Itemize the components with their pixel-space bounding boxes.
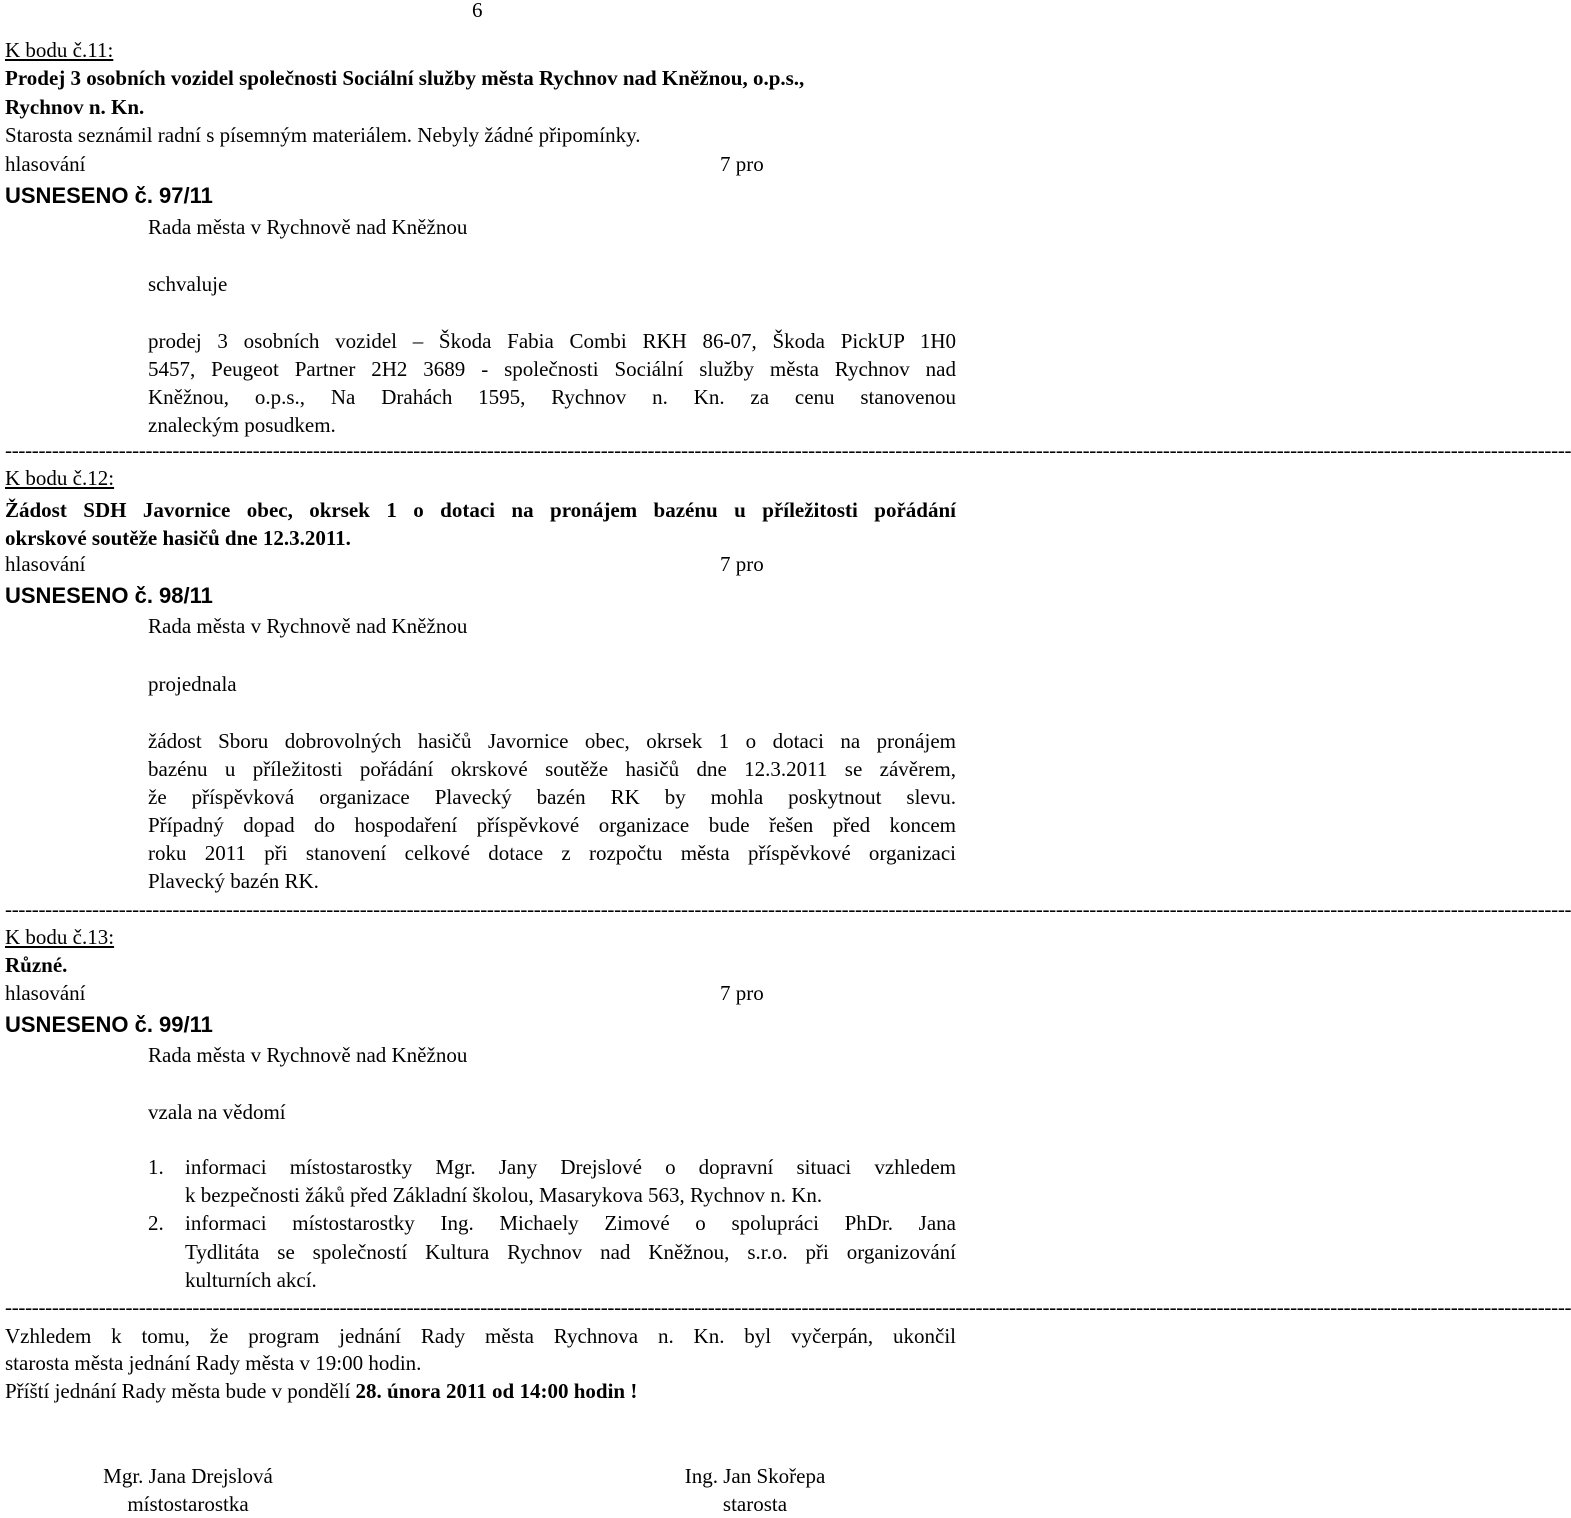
signature-name: Ing. Jan Skořepa (684, 1464, 826, 1488)
vote-result: 7 pro (720, 552, 764, 576)
next-meeting-label: Příští jednání Rady města bude v pondělí (5, 1379, 356, 1403)
signature-role: starosta (722, 1492, 788, 1516)
list-item-line: k bezpečnosti žáků před Základní školou, Masarykova 563, Rychnov n. Kn. (185, 1183, 823, 1207)
separator: ------------------------------------------------------------------------------------------------------------------------------------------------------------------------------------------------------------------------------------------ (5, 1295, 1571, 1319)
next-meeting-date: 28. února 2011 od 14:00 hodin ! (355, 1379, 638, 1403)
resolution-text-line: prodej 3 osobních vozidel – Škoda Fabia Combi RKH 86-07, Škoda PickUP 1H0 (148, 329, 956, 353)
resolution-verb: vzala na vědomí (148, 1100, 286, 1124)
resolution-number: USNESENO č. 99/11 (5, 1012, 213, 1037)
closing-text: starosta města jednání Rady města v 19:00 hodin. (5, 1351, 422, 1375)
resolution-number: USNESENO č. 98/11 (5, 583, 213, 608)
item-12-heading: K bodu č.12: (5, 466, 115, 490)
item-11-title-cont: Rychnov n. Kn. (5, 95, 145, 119)
item-11-note: Starosta seznámil radní s písemným materiálem. Nebyly žádné připomínky. (5, 123, 641, 147)
item-13-title: Různé. (5, 953, 68, 977)
next-meeting (5, 1377, 637, 1405)
resolution-number: USNESENO č. 97/11 (5, 183, 213, 208)
item-12-title: Žádost SDH Javornice obec, okrsek 1 o dotaci na pronájem bazénu u příležitosti pořádání (5, 498, 956, 522)
resolution-text-line: 5457, Peugeot Partner 2H2 3689 - společnosti Sociální služby města Rychnov nad (148, 357, 956, 381)
vote-label: hlasování (5, 981, 86, 1005)
resolution-verb: schvaluje (148, 272, 228, 296)
vote-label: hlasování (5, 152, 86, 176)
list-number: 2. (148, 1211, 164, 1235)
separator: ------------------------------------------------------------------------------------------------------------------------------------------------------------------------------------------------------------------------------------------ (5, 897, 1571, 921)
vote-result: 7 pro (720, 152, 764, 176)
resolution-text-line: bazénu u příležitosti pořádání okrskové soutěže hasičů dne 12.3.2011 se závěrem, (148, 757, 956, 781)
resolution-verb: projednala (148, 672, 237, 696)
resolution-body: Rada města v Rychnově nad Kněžnou (148, 614, 468, 638)
resolution-text-line: žádost Sboru dobrovolných hasičů Javornice obec, okrsek 1 o dotaci na pronájem (148, 729, 956, 753)
list-number: 1. (148, 1155, 164, 1179)
list-item-line: Tydlitáta se společností Kultura Rychnov nad Kněžnou, s.r.o. při organizování (185, 1240, 956, 1264)
list-item-line: informaci místostarostky Mgr. Jany Drejslové o dopravní situaci vzhledem (185, 1155, 956, 1179)
list-item-line: informaci místostarostky Ing. Michaely Zimové o spolupráci PhDr. Jana (185, 1211, 956, 1235)
list-item-line: kulturních akcí. (185, 1268, 317, 1292)
resolution-text-line: Případný dopad do hospodaření příspěvkové organizace bude řešen před koncem (148, 813, 956, 837)
signature-name: Mgr. Jana Drejslová (103, 1464, 273, 1488)
resolution-text-line: Plavecký bazén RK. (148, 869, 319, 893)
resolution-body: Rada města v Rychnově nad Kněžnou (148, 215, 468, 239)
item-12-title-cont: okrskové soutěže hasičů dne 12.3.2011. (5, 526, 351, 550)
separator: ------------------------------------------------------------------------------------------------------------------------------------------------------------------------------------------------------------------------------------------ (5, 438, 1571, 462)
item-11-title: Prodej 3 osobních vozidel společnosti Sociální služby města Rychnov nad Kněžnou, o.p.s., (5, 66, 805, 90)
resolution-text-line: Kněžnou, o.p.s., Na Drahách 1595, Rychnov n. Kn. za cenu stanovenou (148, 385, 956, 409)
signature-role: místostarostka (127, 1492, 249, 1516)
vote-label: hlasování (5, 552, 86, 576)
item-11-heading: K bodu č.11: (5, 38, 114, 62)
vote-result: 7 pro (720, 981, 764, 1005)
closing-text: Vzhledem k tomu, že program jednání Rady města Rychnova n. Kn. byl vyčerpán, ukončil (5, 1324, 956, 1348)
resolution-body: Rada města v Rychnově nad Kněžnou (148, 1043, 468, 1067)
resolution-text-line: roku 2011 při stanovení celkové dotace z rozpočtu města příspěvkové organizaci (148, 841, 956, 865)
resolution-text-line: že příspěvková organizace Plavecký bazén RK by mohla poskytnout slevu. (148, 785, 956, 809)
page-number: 6 (472, 0, 483, 22)
item-13-heading: K bodu č.13: (5, 925, 115, 949)
resolution-text-line: znaleckým posudkem. (148, 413, 336, 437)
